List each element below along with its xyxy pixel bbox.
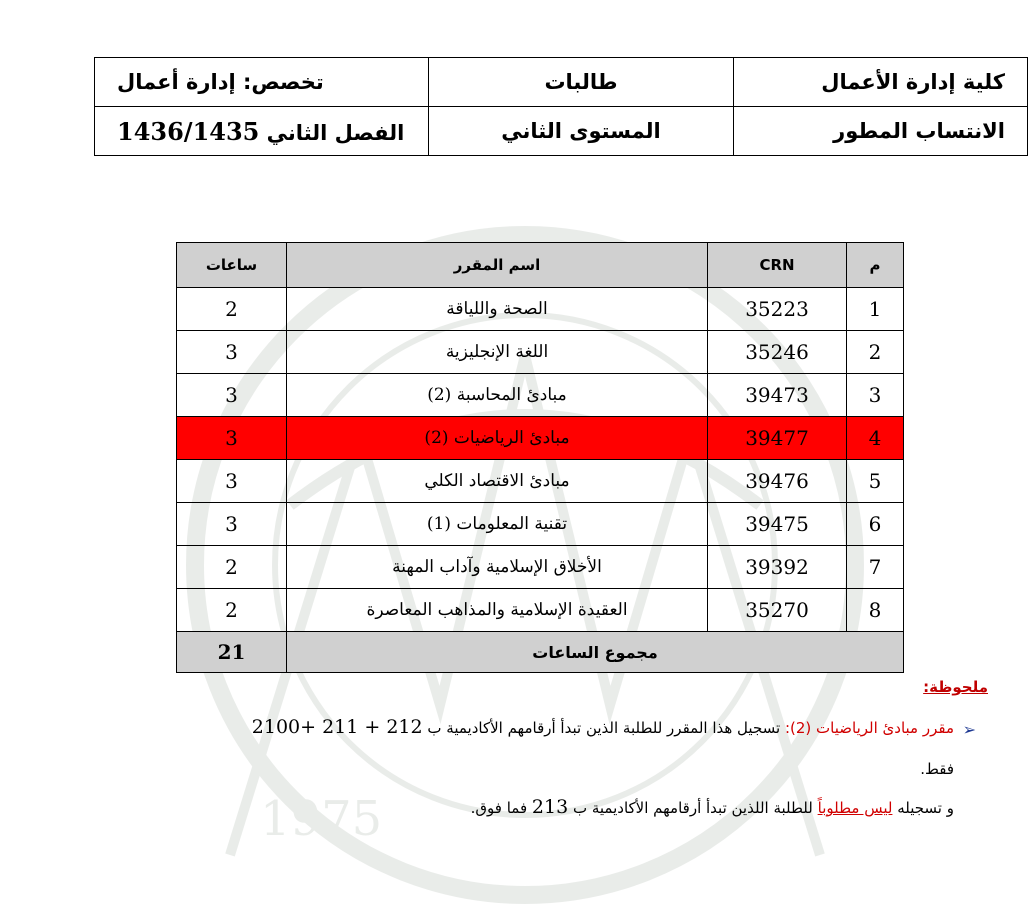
semester	[95, 107, 429, 156]
row-course-name: مبادئ الرياضيات (2)	[287, 417, 708, 460]
program-type: الانتساب المطور	[734, 107, 1028, 156]
column-header-crn: CRN	[708, 243, 847, 288]
row-course-name: الأخلاق الإسلامية وآداب المهنة	[287, 546, 708, 589]
college-name: كلية إدارة الأعمال	[734, 58, 1028, 107]
table-row	[177, 288, 904, 331]
table-row	[177, 460, 904, 503]
row-num: 2	[847, 331, 904, 374]
row-course-name: العقيدة الإسلامية والمذاهب المعاصرة	[287, 589, 708, 632]
arrow-bullet-icon: ➢	[962, 720, 976, 739]
note-line-3-emphasis: ليس مطلوباً	[817, 799, 893, 817]
table-row	[177, 331, 904, 374]
note-line-1-text: تسجيل هذا المقرر للطلبة الذين تبدأ أرقامهم الأكاديمية ب	[427, 719, 781, 737]
note-line-3-end: فما فوق.	[470, 799, 528, 817]
row-num: 8	[847, 589, 904, 632]
row-num: 3	[847, 374, 904, 417]
row-num: 5	[847, 460, 904, 503]
svg-text:1975: 1975	[260, 791, 383, 847]
row-crn: 35246	[708, 331, 847, 374]
row-hours: 3	[177, 374, 287, 417]
specialization: تخصص: إدارة أعمال	[95, 58, 429, 107]
column-header-course-name: اسم المقرر	[287, 243, 708, 288]
row-num: 4	[847, 417, 904, 460]
total-row	[177, 632, 904, 673]
row-course-name: مبادئ الاقتصاد الكلي	[287, 460, 708, 503]
row-course-name: اللغة الإنجليزية	[287, 331, 708, 374]
row-crn: 39477	[708, 417, 847, 460]
semester-label: الفصل الثاني	[266, 120, 405, 145]
row-hours: 3	[177, 503, 287, 546]
note-title: ملحوظة:	[923, 678, 988, 696]
row-hours: 3	[177, 331, 287, 374]
row-hours: 3	[177, 417, 287, 460]
note-line-1-numbers: 2100+ 211 + 212	[251, 716, 423, 738]
row-num: 1	[847, 288, 904, 331]
row-course-name: تقنية المعلومات (1)	[287, 503, 708, 546]
table-row	[177, 374, 904, 417]
note-course-name: مقرر مبادئ الرياضيات (2):	[784, 719, 954, 737]
table-row	[177, 589, 904, 632]
academic-year: 1436/1435	[117, 116, 260, 146]
row-crn: 39476	[708, 460, 847, 503]
table-header-row	[177, 243, 904, 288]
row-crn: 35223	[708, 288, 847, 331]
row-hours: 3	[177, 460, 287, 503]
row-crn: 35270	[708, 589, 847, 632]
academic-level: المستوى الثاني	[429, 107, 734, 156]
total-hours: 21	[177, 632, 287, 673]
row-num: 6	[847, 503, 904, 546]
row-hours: 2	[177, 288, 287, 331]
column-header-num: م	[847, 243, 904, 288]
note-line-3-number: 213	[531, 796, 569, 818]
row-hours: 2	[177, 546, 287, 589]
row-crn: 39473	[708, 374, 847, 417]
column-header-hours: ساعات	[177, 243, 287, 288]
row-course-name: الصحة واللياقة	[287, 288, 708, 331]
note-line-1	[90, 716, 954, 739]
total-label: مجموع الساعات	[287, 632, 904, 673]
table-row	[177, 503, 904, 546]
audience: طالبات	[429, 58, 734, 107]
row-crn: 39392	[708, 546, 847, 589]
note-line-2: فقط.	[920, 760, 954, 778]
note-line-3-suffix: للطلبة اللذين تبدأ أرقامهم الأكاديمية ب	[572, 799, 813, 817]
row-hours: 2	[177, 589, 287, 632]
table-row	[177, 546, 904, 589]
courses-table	[176, 242, 904, 673]
row-crn: 39475	[708, 503, 847, 546]
row-course-name: مبادئ المحاسبة (2)	[287, 374, 708, 417]
header-table	[94, 57, 1028, 156]
note-line-3	[471, 796, 954, 819]
row-num: 7	[847, 546, 904, 589]
table-row-highlighted	[177, 417, 904, 460]
note-line-3-prefix: و تسجيله	[897, 799, 954, 817]
